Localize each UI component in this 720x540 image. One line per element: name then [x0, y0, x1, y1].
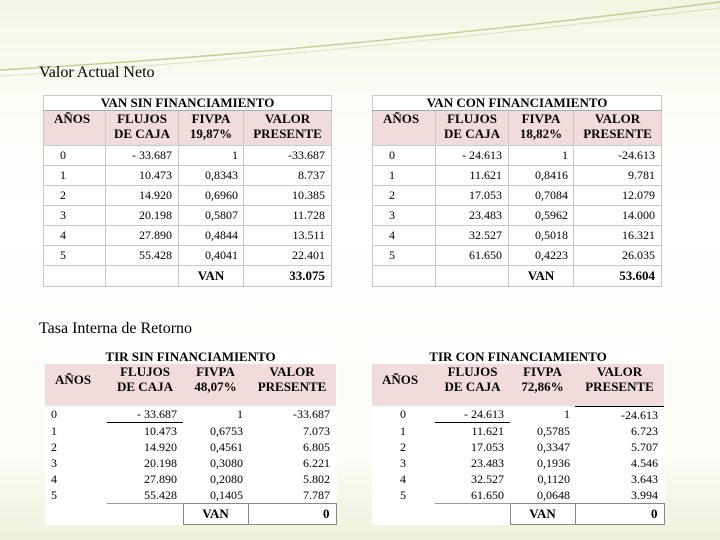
table-cell: 11.621: [436, 166, 509, 186]
table-row: [44, 166, 332, 186]
col-header-years: AÑOS: [373, 111, 436, 146]
table-cell: - 33.687: [107, 406, 183, 423]
table-cell: 4: [44, 226, 106, 246]
table-cell: 27.890: [106, 226, 179, 246]
table-row: [373, 186, 662, 206]
table-row: [45, 406, 336, 423]
table-row: [372, 455, 664, 471]
table-cell: 55.428: [106, 246, 179, 266]
table-cell: 0,5785: [537, 423, 570, 438]
col-header-valor: VALOR PRESENTE: [248, 364, 336, 406]
col-header-fivpa: FIVPA 48,07%: [183, 364, 248, 406]
table-cell: 5: [400, 488, 406, 503]
table-cell: 0,4041: [179, 246, 244, 266]
table-cell: 5: [51, 488, 57, 503]
table-cell: 0,5018: [509, 226, 574, 246]
table-cell: 0,8343: [179, 166, 244, 186]
table-cell: 0,7084: [509, 186, 574, 206]
table-cell: 0,6753: [210, 423, 243, 438]
table-title: VAN SIN FINANCIAMIENTO: [44, 96, 332, 111]
table-cell: 1: [400, 423, 406, 438]
table-cell: 5: [44, 246, 106, 266]
table-cell: 0: [51, 407, 57, 422]
table-cell: - 24.613: [436, 146, 509, 166]
table-row: [372, 423, 664, 440]
table-cell: 0,2080: [210, 472, 243, 486]
total-label: VAN: [179, 266, 244, 287]
table-cell: 0,4561: [210, 440, 243, 454]
table-cell: 8.737: [244, 166, 332, 186]
table-cell: 10.385: [244, 186, 332, 206]
table-row: [44, 226, 332, 246]
table-cell: 14.920: [106, 186, 179, 206]
table-cell: 0: [400, 407, 406, 422]
table-cell: 32.527: [436, 226, 509, 246]
table-cell: 1: [373, 166, 436, 186]
table-cell: 3: [400, 456, 406, 470]
table-cell: 2: [400, 440, 406, 454]
table-cell: 4: [373, 226, 436, 246]
table-row: [44, 246, 332, 266]
table-cell: 1: [44, 166, 106, 186]
table-cell: 4.546: [631, 456, 659, 470]
col-header-years: AÑOS: [45, 364, 107, 406]
table-cell: 23.483: [436, 206, 509, 226]
table-cell: 3.994: [631, 488, 659, 502]
table-cell: 22.401: [244, 246, 332, 266]
table-cell: 6.723: [631, 423, 659, 438]
table-cell: -33.687: [244, 146, 332, 166]
table-row: [373, 246, 662, 266]
table-cell: 4: [51, 472, 57, 486]
table-cell: 2: [51, 440, 57, 454]
table-cell: 0,4844: [179, 226, 244, 246]
total-row: [44, 266, 332, 287]
table-cell: - 24.613: [435, 406, 510, 423]
table-row: [44, 146, 332, 166]
table-cell: 32.527: [471, 472, 504, 486]
table-row: [373, 226, 662, 246]
heading-tir: Tasa Interna de Retorno: [39, 320, 193, 337]
total-value: 0: [248, 504, 336, 525]
table-row: [44, 186, 332, 206]
total-row: [372, 504, 664, 525]
table-cell: 0,5962: [509, 206, 574, 226]
table-cell: 4: [400, 472, 406, 486]
table-row: [373, 206, 662, 226]
table-row: [44, 206, 332, 226]
table-cell: 1: [179, 146, 244, 166]
table-title: TIR SIN FINANCIAMIENTO: [105, 350, 276, 364]
total-label: VAN: [183, 504, 248, 525]
table-cell: 14.920: [144, 440, 177, 454]
table-row: [45, 471, 336, 487]
table-row: [373, 146, 662, 166]
col-header-flujos: FLUJOS DE CAJA: [107, 364, 183, 406]
col-header-valor: VALOR PRESENTE: [575, 364, 664, 406]
table-cell: 13.511: [244, 226, 332, 246]
table-cell: 5.802: [303, 472, 331, 486]
table-cell: 61.650: [471, 488, 504, 502]
total-value: 53.604: [574, 266, 662, 287]
table-row: [372, 487, 664, 504]
table-cell: 0,3080: [210, 456, 243, 470]
table-row: [372, 406, 664, 423]
table-cell: 20.198: [106, 206, 179, 226]
total-row: [373, 266, 662, 287]
col-header-fivpa: FIVPA 18,82%: [509, 111, 574, 146]
table-row: [372, 439, 664, 455]
table-cell: 5: [373, 246, 436, 266]
table-cell: 16.321: [574, 226, 662, 246]
table-van-con-financiamiento: [372, 95, 662, 287]
table-cell: -33.687: [293, 407, 331, 422]
table-cell: 10.473: [144, 424, 177, 438]
table-cell: 11.621: [471, 424, 504, 438]
table-cell: 0,0648: [537, 488, 570, 502]
table-cell: 2: [373, 186, 436, 206]
table-van-sin-financiamiento: [43, 95, 332, 287]
table-cell: 9.781: [574, 166, 662, 186]
table-row: [373, 166, 662, 186]
table-cell: - 33.687: [106, 146, 179, 166]
table-row: [45, 423, 336, 440]
col-header-years: AÑOS: [372, 364, 435, 406]
table-cell: 27.890: [144, 472, 177, 486]
table-title: VAN CON FINANCIAMIENTO: [373, 96, 662, 111]
table-cell: 3.643: [631, 472, 659, 486]
table-cell: 26.035: [574, 246, 662, 266]
table-cell: 20.198: [144, 456, 177, 470]
table-cell: 0,3347: [537, 440, 570, 454]
table-cell: 61.650: [436, 246, 509, 266]
table-cell: 0,6960: [179, 186, 244, 206]
table-cell: 11.728: [244, 206, 332, 226]
table-cell: 7.073: [303, 423, 331, 438]
table-cell: 1: [51, 423, 57, 438]
table-cell: 1: [509, 146, 574, 166]
table-cell: 3: [44, 206, 106, 226]
table-cell: 23.483: [471, 456, 504, 470]
table-row: [45, 439, 336, 455]
table-cell: 0: [373, 146, 436, 166]
table-cell: 17.053: [471, 440, 504, 454]
table-cell: 14.000: [574, 206, 662, 226]
table-cell: 6.221: [303, 456, 331, 470]
heading-van: Valor Actual Neto: [39, 64, 155, 81]
col-header-fivpa: FIVPA 19,87%: [179, 111, 244, 146]
total-label: VAN: [510, 504, 575, 525]
table-cell: 3: [373, 206, 436, 226]
table-cell: 1: [237, 407, 243, 422]
table-row: [45, 455, 336, 471]
table-cell: 10.473: [106, 166, 179, 186]
table-row: [45, 487, 336, 504]
table-cell: 12.079: [574, 186, 662, 206]
table-title: TIR CON FINANCIAMIENTO: [429, 350, 607, 364]
table-cell: 0,8416: [509, 166, 574, 186]
table-cell: 3: [51, 456, 57, 470]
table-cell: -24.613: [574, 146, 662, 166]
col-header-fivpa: FIVPA 72,86%: [510, 364, 575, 406]
table-cell: -24.613: [621, 407, 659, 422]
table-cell: 0,1405: [210, 488, 243, 502]
col-header-flujos: FLUJOS DE CAJA: [436, 111, 509, 146]
table-cell: 17.053: [436, 186, 509, 206]
table-cell: 6.805: [303, 440, 331, 454]
table-row: [372, 471, 664, 487]
col-header-valor: VALOR PRESENTE: [574, 111, 662, 146]
table-cell: 5.707: [631, 440, 659, 454]
table-cell: 0,5807: [179, 206, 244, 226]
col-header-flujos: FLUJOS DE CAJA: [106, 111, 179, 146]
table-cell: 7.787: [303, 488, 331, 502]
table-tir-con-financiamiento: [372, 350, 665, 525]
total-value: 33.075: [244, 266, 332, 287]
col-header-valor: VALOR PRESENTE: [244, 111, 332, 146]
table-cell: 55.428: [144, 488, 177, 502]
table-cell: 0: [44, 146, 106, 166]
col-header-years: AÑOS: [44, 111, 106, 146]
table-tir-sin-financiamiento: [45, 350, 337, 525]
table-cell: 0,1120: [537, 472, 570, 486]
total-label: VAN: [509, 266, 574, 287]
table-cell: 0,4223: [509, 246, 574, 266]
col-header-flujos: FLUJOS DE CAJA: [435, 364, 510, 406]
total-row: [45, 504, 336, 525]
table-cell: 2: [44, 186, 106, 206]
table-cell: 1: [564, 407, 570, 422]
table-cell: 0,1936: [537, 456, 570, 470]
total-value: 0: [575, 504, 664, 525]
